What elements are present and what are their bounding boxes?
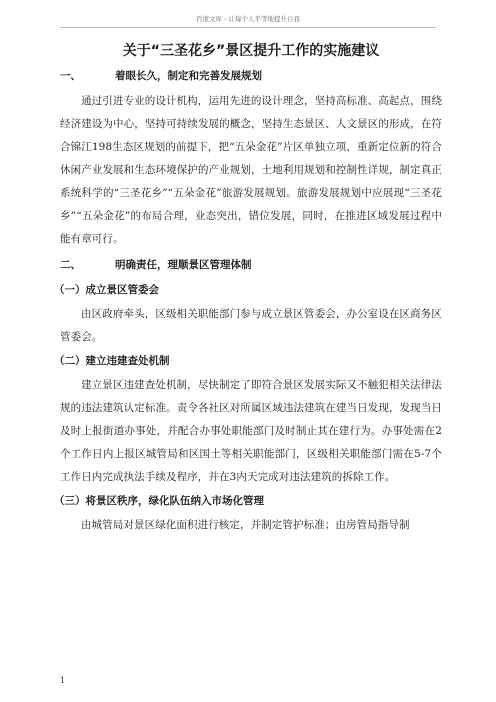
page-number: 1 — [60, 676, 66, 685]
section-heading-1 — [60, 64, 442, 88]
subsection-heading: （二）建立违建查处机制 — [54, 355, 170, 367]
document-title: 关于“三圣花乡”景区提升工作的实施建议 — [122, 43, 380, 59]
subsection-paragraph: 建立景区违建查处机制，尽快制定了即符合景区发展实际又不触犯相关法律法规的违法建筑认定标准。责令各社区对所属区域违法建筑在建当日发现，发现当日及时上报街道办事处，并配合办事处职能部门及时制止其在建行为。办事处需在2个工作日内上报区城管局和区国土等相关职能部门，区级相关职能部门需在5-7个工作日内完成执法手续及程序，并在3内天完成对违法建筑的拆除工作。 — [60, 379, 442, 483]
section-number: 二、 — [60, 259, 81, 271]
section-heading-text: 着眼长久，制定和完善发展规划 — [115, 70, 262, 82]
section-heading-2 — [60, 253, 442, 277]
section-heading-text: 明确责任，理顺景区管理体制 — [115, 259, 252, 271]
subsection-heading: （一）成立景区管委会 — [54, 284, 159, 296]
section-paragraph: 通过引进专业的设计机构，运用先进的设计理念，坚持高标准、高起点，围绕经济建设为中心，坚持可持续发展的概念，坚持生态景区、人文景区的形成，在符合锦江198生态区规划的前提下，把“五朵金花”片区单独立项，重新定位新的符合休闲产业发展和生态环境保护的产业规划，土地利用规划和控制性详规，制定真正系统科学的“三圣花乡”“五朵金花”旅游发展规划。旅游发展规划中应展现“三圣花乡”“五朵金花”的布局合理，业态突出，错位发展，同时，在推进区域发展过程中能有章可行。 — [60, 95, 442, 245]
document-body — [54, 40, 442, 537]
subsection-paragraph: 由区政府牵头，区级相关职能部门参与成立景区管委会，办公室设在区商务区管委会。 — [60, 308, 442, 343]
subsection-heading: （三）将景区秩序，绿化队伍纳入市场化管理 — [54, 495, 264, 507]
page-header: 百度文库 - 让每个人平等地提升自我 — [60, 14, 436, 28]
subsection-paragraph: 由城管局对景区绿化面积进行核定，并制定管护标准；由房管局指导制 — [81, 519, 410, 531]
section-number: 一、 — [60, 70, 81, 82]
